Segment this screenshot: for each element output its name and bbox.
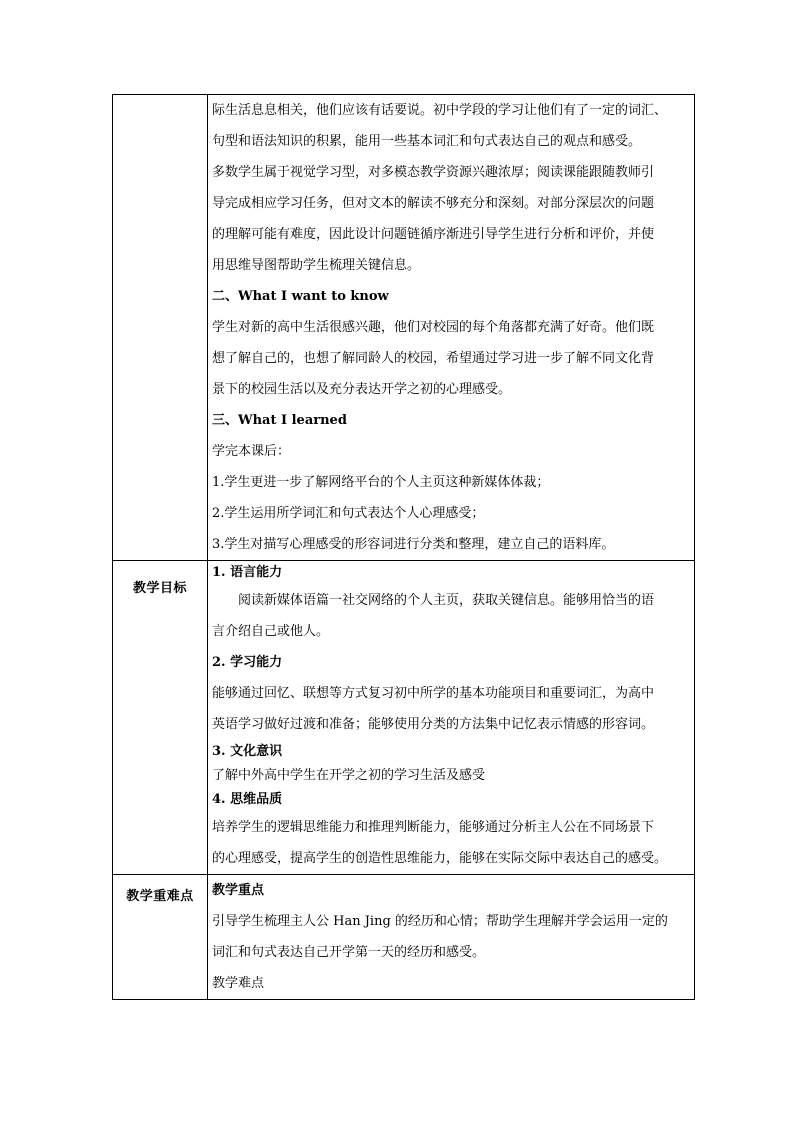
objectives-label: 教学目标 <box>113 561 208 875</box>
text-line: 培养学生的逻辑思维能力和推理判断能力，能够通过分析主人公在不同场景下 <box>212 820 655 835</box>
key-points-label: 教学重难点 <box>113 875 208 1000</box>
table-row <box>113 95 695 561</box>
text-line: 引导学生梳理主人公 Han Jing 的经历和心情；帮助学生理解并学会运用一定的 <box>212 914 668 929</box>
table-row <box>113 875 695 1000</box>
text-line: 际生活息息相关，他们应该有话要说。初中学段的学习让他们有了一定的词汇、 <box>212 103 668 118</box>
text-line: 句型和语法知识的积累，能用一些基本词汇和句式表达自己的观点和感受。 <box>212 134 642 149</box>
objective-heading: 2. 学习能力 <box>212 655 283 670</box>
learned-intro: 学完本课后： <box>212 444 291 459</box>
empty-label-cell <box>113 95 208 561</box>
table-row <box>113 561 695 875</box>
text-line: 用思维导图帮助学生梳理关键信息。 <box>212 258 421 273</box>
objectives-cell <box>208 561 695 875</box>
text-line: 词汇和句式表达自己开学第一天的经历和感受。 <box>212 945 486 960</box>
text-line: 的理解可能有难度，因此设计问题链循序渐进引导学生进行分析和评价，并使 <box>212 227 655 242</box>
objective-heading: 1. 语言能力 <box>212 565 283 580</box>
key-point-heading: 教学重点 <box>212 883 265 898</box>
learned-item: 1.学生更进一步了解网络平台的个人主页这种新媒体体裁； <box>212 475 550 490</box>
objective-heading: 4. 思维品质 <box>212 792 283 807</box>
text-line: 英语学习做好过渡和准备；能够使用分类的方法集中记忆表示情感的形容词。 <box>212 717 655 732</box>
text-line: 学生对新的高中生活很感兴趣，他们对校园的每个角落都充满了好奇。他们既 <box>212 320 655 335</box>
text-line: 多数学生属于视觉学习型，对多模态教学资源兴趣浓厚；阅读课能跟随教师引 <box>212 165 655 180</box>
learned-item: 2.学生运用所学词汇和句式表达个人心理感受； <box>212 506 485 521</box>
learned-item: 3.学生对描写心理感受的形容词进行分类和整理，建立自己的语料库。 <box>212 537 615 552</box>
text-line: 了解中外高中学生在开学之初的学习生活及感受 <box>212 768 486 783</box>
text-line: 的心理感受，提高学生的创造性思维能力，能够在实际交际中表达自己的感受。 <box>212 851 668 866</box>
text-line: 言介绍自己或他人。 <box>212 624 330 639</box>
text-line: 能够通过回忆、联想等方式复习初中所学的基本功能项目和重要词汇，为高中 <box>212 686 655 701</box>
lesson-plan-table <box>112 94 695 1000</box>
section-heading-learned: 三、What I learned <box>212 413 347 428</box>
key-points-cell <box>208 875 695 1000</box>
difficulty-heading: 教学难点 <box>212 976 265 991</box>
text-line: 阅读新媒体语篇一社交网络的个人主页，获取关键信息。能够用恰当的语 <box>238 593 655 608</box>
text-line: 导完成相应学习任务，但对文本的解读不够充分和深刻。对部分深层次的问题 <box>212 196 655 211</box>
text-line: 景下的校园生活以及充分表达开学之初的心理感受。 <box>212 382 512 397</box>
student-analysis-cell <box>208 95 695 561</box>
text-line: 想了解自己的，也想了解同龄人的校园，希望通过学习进一步了解不同文化背 <box>212 351 655 366</box>
objective-heading: 3. 文化意识 <box>212 744 283 759</box>
section-heading-want: 二、What I want to know <box>212 289 389 304</box>
